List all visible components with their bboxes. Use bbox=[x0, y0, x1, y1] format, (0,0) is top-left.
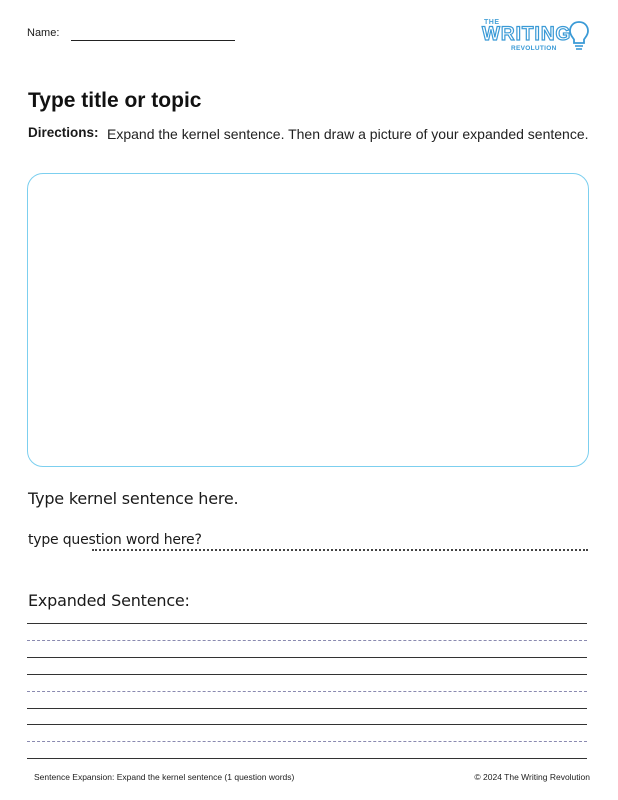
writing-line-top[interactable] bbox=[27, 623, 587, 624]
writing-line-mid bbox=[27, 640, 587, 641]
logo-revolution: REVOLUTION bbox=[511, 45, 557, 52]
directions-text: Expand the kernel sentence. Then draw a picture of your expanded sentence. bbox=[107, 126, 589, 142]
directions-label: Directions: bbox=[28, 125, 99, 140]
kernel-sentence[interactable]: Type kernel sentence here. bbox=[28, 489, 239, 508]
question-answer-line[interactable] bbox=[92, 549, 588, 551]
footer-description: Sentence Expansion: Expand the kernel sentence (1 question words) bbox=[34, 772, 295, 782]
logo-writing: WRITING bbox=[482, 24, 572, 45]
writing-line-mid bbox=[27, 741, 587, 742]
writing-revolution-logo bbox=[478, 18, 593, 56]
writing-line-base[interactable] bbox=[27, 657, 587, 658]
writing-line-base[interactable] bbox=[27, 758, 587, 759]
name-label: Name: bbox=[27, 27, 60, 39]
name-input-line[interactable] bbox=[71, 40, 235, 41]
writing-line-mid bbox=[27, 691, 587, 692]
drawing-box[interactable] bbox=[27, 173, 589, 467]
writing-line-base[interactable] bbox=[27, 708, 587, 709]
question-word[interactable]: type question word here? bbox=[28, 532, 202, 548]
logo-the: THE bbox=[484, 19, 500, 26]
page-title[interactable]: Type title or topic bbox=[28, 89, 202, 112]
expanded-sentence-label: Expanded Sentence: bbox=[28, 591, 190, 610]
writing-line-top[interactable] bbox=[27, 724, 587, 725]
footer-copyright: © 2024 The Writing Revolution bbox=[474, 772, 590, 782]
writing-line-top[interactable] bbox=[27, 674, 587, 675]
lightbulb-icon bbox=[568, 20, 590, 52]
